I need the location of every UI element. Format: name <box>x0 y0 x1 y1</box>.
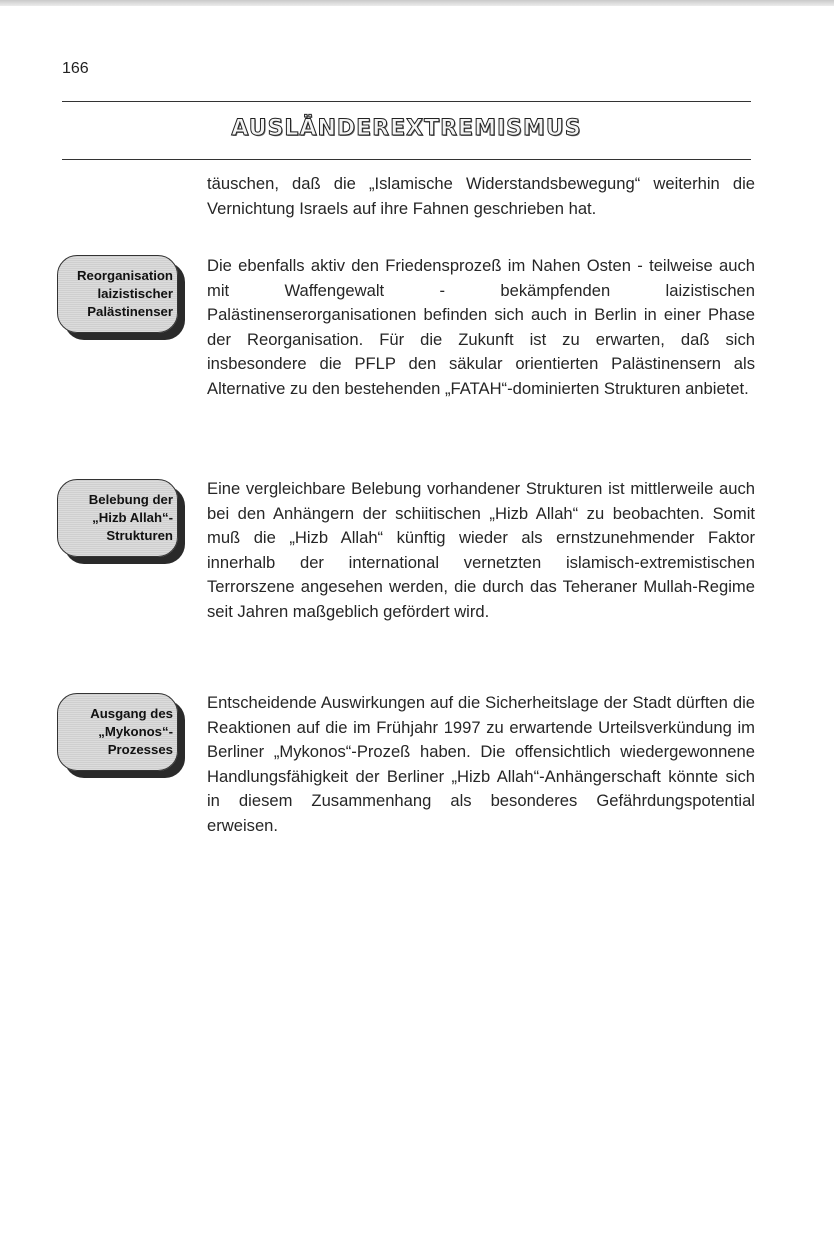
paragraph-hizb-allah: Eine vergleichbare Belebung vorhandener Strukturen ist mittlerweile auch bei den Anhängern der schiitischen „Hizb Allah“ zu beobachten. Somit muß die „Hizb Allah“ künftig wieder als ernstzunehmender Faktor innerhalb der international vernetzten islamisch-extremistischen Terrorszene angesehen werden, die durch das Teheraner Mullah-Regime seit Jahren maßgeblich gefördert wird. <box>207 479 755 621</box>
sidenote-hizb-allah <box>57 479 178 557</box>
sidenote-reorganisation <box>57 255 178 333</box>
paragraph-mykonos: Entscheidende Auswirkungen auf die Sicherheitslage der Stadt dürften die Reaktionen auf die im Frühjahr 1997 zu erwartende Urteilsverkündung im Berliner „Mykonos“-Prozeß haben. Die offensichtlich wiedergewonnene Handlungsfähigkeit der Berliner „Hizb Allah“-Anhängerschaft könnte sich in diesem Zusammenhang als besonderes Gefährdungspotential erweisen. <box>207 693 755 835</box>
sidenote-label: Belebung der „Hizb Allah“- Strukturen <box>88 492 173 543</box>
header-rule-bottom <box>62 159 751 160</box>
scan-edge <box>0 0 834 6</box>
sidenote-label: Reorganisation laizistischer Palästinenser <box>77 268 173 319</box>
sidenote-label: Ausgang des „Mykonos“- Prozesses <box>90 706 173 757</box>
running-head: AUSLÄNDEREXTREMISMUS <box>231 116 582 141</box>
sidenote-mykonos <box>57 693 178 771</box>
paragraph-continuation: täuschen, daß die „Islamische Widerstandsbewegung“ weiterhin die Vernichtung Israels auf ihre Fahnen geschrieben hat. <box>207 174 755 218</box>
paragraph-reorganisation: Die ebenfalls aktiv den Friedensprozeß im Nahen Osten - teilweise auch mit Waffengewalt - bekämpfenden laizistischen Palästinenserorganisationen befinden sich auch in Berlin in einer Phase der Reorganisation. Für die Zukunft ist zu erwarten, daß sich insbesondere die PFLP den säkular orientierten Palästinensern als Alternative zu den bestehenden „FATAH“-dominierten Strukturen anbietet. <box>207 256 755 398</box>
page-number: 166 <box>62 60 89 77</box>
header-rule-top <box>62 101 751 102</box>
